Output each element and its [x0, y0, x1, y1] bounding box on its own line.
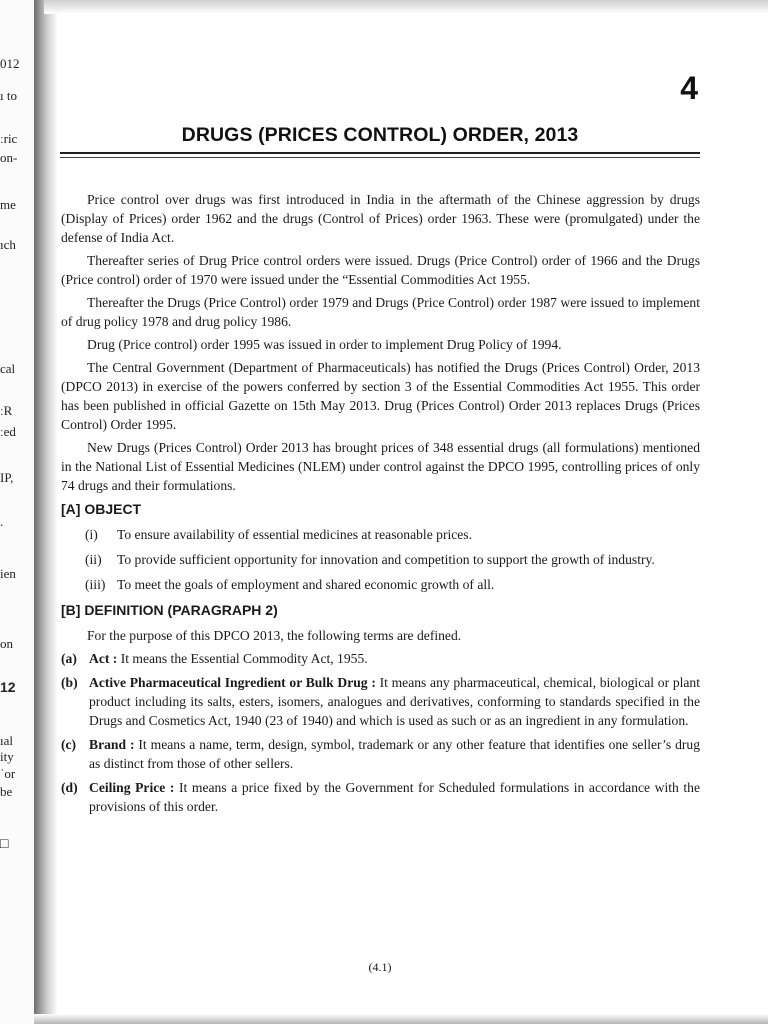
object-item	[85, 575, 700, 594]
left-page-fragment: ı to	[0, 88, 17, 103]
left-page-fragment: □	[0, 836, 9, 851]
object-item-text: To provide sufficient opportunity for innovation and competition to support the growth of industry.	[117, 552, 655, 567]
object-heading: [A] OBJECT	[61, 501, 142, 517]
left-page-fragment: 12	[0, 680, 16, 695]
intro-paragraph: Drug (Price control) order 1995 was issued in order to implement Drug Policy of 1994.	[87, 337, 562, 352]
definition-heading: [B] DEFINITION (PARAGRAPH 2)	[61, 602, 278, 618]
intro-paragraph: Thereafter the Drugs (Price Control) order 1979 and Drugs (Price Control) order 1987 were issued to implement of drug policy 1978 and drug policy 1986.	[61, 295, 700, 329]
definition-text: It means a price fixed by the Government for Scheduled formulations in accordance with the provisions of this order.	[89, 780, 701, 814]
left-page-fragment: 012	[0, 56, 20, 71]
object-item-text: To ensure availability of essential medicines at reasonable prices.	[117, 527, 472, 542]
bottom-edge-shadow	[34, 1014, 768, 1024]
left-page-fragment: me	[0, 197, 16, 212]
definition-body	[89, 649, 700, 668]
chapter-number: 4	[680, 70, 698, 106]
definition-letter: (b)	[61, 675, 78, 690]
object-item	[85, 525, 700, 544]
intro-paragraph: Price control over drugs was first introduced in India in the aftermath of the Chinese aggression by drugs (Display of Prices) order 1962 and the drugs (Control of Prices) order 1963. These were (promulgated) under the defense of India Act.	[61, 192, 700, 245]
left-page-fragment: on-	[0, 150, 18, 165]
intro-paragraph: New Drugs (Prices Control) Order 2013 has brought prices of 348 essential drugs (all formulations) mentioned in the National List of Essential Medicines (NLEM) under control against the DPCO 1995, controlling prices of only 74 drugs and their formulations.	[61, 440, 700, 493]
definition-intro: For the purpose of this DPCO 2013, the following terms are defined.	[87, 628, 462, 643]
definition-letter: (c)	[61, 737, 77, 752]
definition-term: Ceiling Price :	[89, 780, 175, 795]
left-page-fragment: ˈor	[0, 766, 16, 781]
left-page-fragment: ːR	[0, 403, 13, 418]
title-rule	[60, 152, 700, 154]
definition-item	[61, 778, 700, 816]
definition-letter: (a)	[61, 651, 77, 666]
top-edge-shadow	[44, 0, 768, 14]
left-page-margin	[0, 0, 34, 1024]
book-gutter-shadow	[34, 0, 58, 1024]
definition-item	[61, 649, 700, 668]
title-rule-thin	[60, 157, 700, 158]
definition-text: It means the Essential Commodity Act, 1955.	[117, 651, 368, 666]
left-page-fragment: on	[0, 636, 13, 651]
left-page-fragment: IP,	[0, 470, 14, 485]
object-item-number: (ii)	[85, 552, 102, 567]
definition-term: Brand :	[89, 737, 135, 752]
definition-body	[89, 778, 700, 816]
left-page-fragment: ıch	[0, 237, 16, 252]
left-page-fragment: ity	[0, 749, 14, 764]
object-item-number: (iii)	[85, 577, 106, 592]
object-item	[85, 550, 700, 569]
left-page-fragment: ıal	[0, 733, 13, 748]
definition-term: Act :	[89, 651, 118, 666]
left-page-fragment: ːric	[0, 131, 18, 146]
object-item-number: (i)	[85, 527, 98, 542]
definition-item	[61, 735, 700, 773]
page-body	[61, 190, 700, 821]
definition-text: It means any pharmaceutical, chemical, biological or plant product including its salts, esters, isomers, analogues and derivatives, conforming to standards specified in the Drugs and Cosmetics Act, 1940 (23 of 1940) and which is used as such or as an ingredient in any formulation.	[89, 675, 700, 728]
chapter-title: DRUGS (PRICES CONTROL) ORDER, 2013	[181, 124, 579, 146]
object-item-text: To meet the goals of employment and shared economic growth of all.	[117, 577, 495, 592]
definition-item	[61, 673, 700, 730]
intro-paragraph: The Central Government (Department of Pharmaceuticals) has notified the Drugs (Prices Control) Order, 2013 (DPCO 2013) in exercise of the powers conferred by section 3 of the Essential Commodities Act 1955. This order has been published in official Gazette on 15th May 2013. Drug (Prices Control) Order 2013 replaces Drugs (Prices Control) Order 1995.	[61, 360, 700, 432]
definition-body	[89, 735, 700, 773]
definition-text: It means a name, term, design, symbol, trademark or any other feature that identifies one seller’s drug as distinct from those of other sellers.	[89, 737, 700, 771]
left-page-fragment: .	[0, 514, 4, 529]
left-page-fragment: ien	[0, 566, 16, 581]
definition-letter: (d)	[61, 780, 78, 795]
left-page-fragment: ːed	[0, 424, 16, 439]
page-number: (4.1)	[368, 960, 392, 974]
definition-body	[89, 673, 700, 730]
intro-paragraph: Thereafter series of Drug Price control orders were issued. Drugs (Price Control) order of 1966 and the Drugs (Price control) order of 1970 were issued under the “Essential Commodities Act 1955.	[61, 253, 700, 287]
left-page-fragment: cal	[0, 361, 16, 376]
definition-term: Active Pharmaceutical Ingredient or Bulk Drug :	[89, 675, 376, 690]
left-page-fragment: be	[0, 784, 13, 799]
